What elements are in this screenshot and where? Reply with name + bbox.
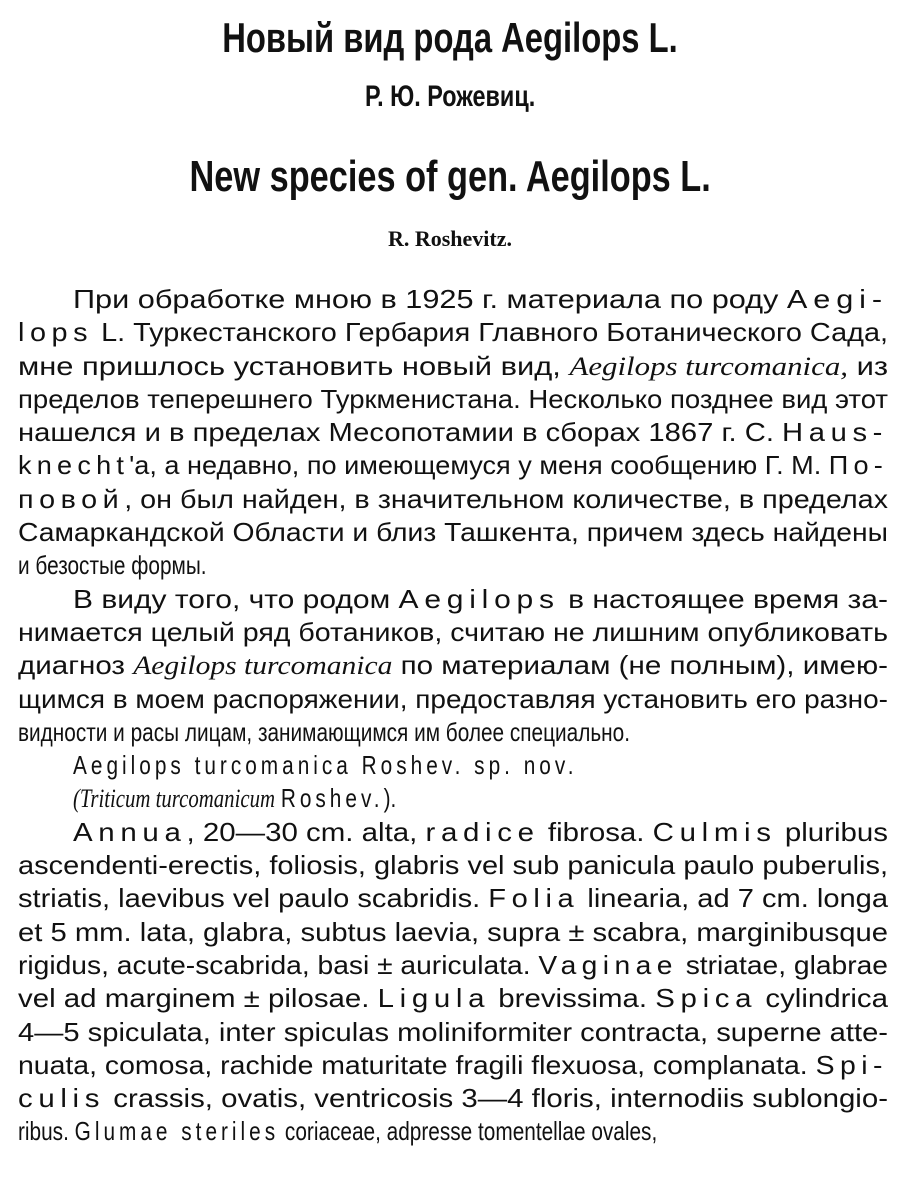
text-line-content (18, 616, 888, 649)
text-line (18, 616, 888, 649)
text-line-content (73, 782, 396, 815)
text-line (18, 716, 888, 749)
text-line-content (18, 949, 888, 982)
text-segment: striatis, laevibus vel paulo scabridis. (18, 883, 489, 914)
title-english (0, 152, 900, 202)
author-russian-text: Р. Ю. Рожевиц. (364, 80, 536, 113)
spaced-text: Spi- (815, 1049, 888, 1080)
text-line-content (18, 383, 888, 416)
text-segment: fibrosa. (539, 816, 653, 847)
text-line-content (18, 1115, 657, 1148)
text-line (18, 1016, 888, 1049)
text-segment: из (847, 350, 888, 381)
text-line (18, 316, 888, 349)
text-segment: нашелся и в пределах Месопотамии в сборах 1867 г. С. (18, 417, 783, 448)
article-body (18, 283, 888, 1149)
text-line (18, 350, 888, 383)
spaced-text: повой (18, 483, 125, 514)
text-segment: striatae, glabrae (677, 949, 888, 980)
text-line (18, 483, 888, 516)
text-segment: в настоящее время за- (559, 583, 888, 614)
text-segment: linearia, ad 7 cm. longa (579, 883, 888, 914)
paragraph (18, 283, 888, 583)
text-segment: nuata, comosa, rachide maturitate fragili flexuosa, complanata. (18, 1049, 816, 1080)
text-line (18, 649, 888, 682)
author-russian (0, 80, 900, 114)
italic-text: Aegilops turcomanica, (569, 351, 848, 381)
text-line (18, 283, 888, 316)
text-segment: 4—5 spiculata, inter spiculas moliniformiter contracta, superne atte- (18, 1016, 888, 1047)
text-line (18, 449, 888, 482)
text-line (18, 583, 888, 616)
text-line-content (18, 1082, 888, 1115)
text-line (18, 383, 888, 416)
text-line (18, 549, 888, 582)
text-segment: crassis, ovatis, ventricosis 3—4 floris, internodiis sublongio- (105, 1083, 888, 1114)
text-segment: нимается целый ряд ботаников, считаю не лишним опубликовать (18, 616, 888, 647)
text-segment: coriaceae, adpresse tomentellae ovales, (279, 1116, 658, 1147)
text-line-content (18, 849, 888, 882)
text-line-content (18, 716, 630, 749)
text-segment: пределов теперешнего Туркменистана. Несколько позднее вид этот (18, 383, 888, 414)
text-line (18, 416, 888, 449)
text-segment: видности и расы лицам, занимающимся им более специально. (18, 716, 631, 747)
text-segment: pluribus (776, 816, 888, 847)
text-segment: Самаркандской Области и близ Ташкента, причем здесь найдены (18, 517, 888, 548)
paragraph (18, 782, 888, 815)
text-segment: ). (383, 783, 397, 814)
text-line-content (18, 1049, 888, 1082)
spaced-text: Vaginae (538, 949, 678, 980)
text-line-content (18, 483, 888, 516)
text-line (18, 516, 888, 549)
text-line (18, 849, 888, 882)
spaced-text: culis (18, 1083, 106, 1114)
text-segment: щимся в моем распоряжении, предоставляя установить его разно- (18, 683, 888, 714)
spaced-text: По- (828, 450, 888, 481)
text-segment: мне пришлось установить новый вид, (18, 350, 570, 381)
text-segment: vel ad marginem ± pilosae. (18, 983, 378, 1014)
text-line-content (18, 882, 888, 915)
paragraph (18, 749, 888, 782)
spaced-text: Roshev. (280, 783, 384, 814)
italic-text: Aegilops turcomanica (133, 651, 393, 681)
text-segment: L. Туркестанского Гербария Главного Ботанического Сада, (93, 317, 888, 348)
text-line-content (73, 816, 888, 849)
text-segment: 'а, а недавно, по имеющемуся у меня сообщению Г. М. (129, 450, 829, 481)
spaced-text: Aegilops (398, 583, 560, 614)
text-segment: , он был найден, в значительном количестве, в пределах (124, 483, 888, 514)
text-segment: по материалам (не полным), имею- (392, 650, 888, 681)
paragraph (18, 816, 888, 1149)
text-segment: В виду того, что родом (73, 583, 399, 614)
title-russian-text: Новый вид рода Aegilops L. (222, 14, 678, 61)
text-line (18, 683, 888, 716)
author-english-text: R. Roshevitz. (387, 226, 513, 251)
text-segment: , 20—30 cm. alta, (186, 816, 426, 847)
spaced-text: Spica (655, 983, 758, 1014)
spaced-text: lops (18, 317, 94, 348)
title-english-text: New species of gen. Aegilops L. (189, 152, 711, 201)
text-line-content (18, 982, 888, 1015)
text-segment: brevissima. (490, 983, 656, 1014)
text-line-content (18, 1016, 888, 1049)
text-line (18, 1115, 888, 1148)
spaced-text: Haus- (782, 417, 888, 448)
text-line-content (18, 350, 888, 383)
text-line (18, 1082, 888, 1115)
spaced-text: knecht (18, 450, 130, 481)
text-line-content (18, 549, 207, 582)
text-line (18, 982, 888, 1015)
text-line-content (73, 583, 888, 616)
text-line-content (73, 749, 577, 782)
text-line (18, 816, 888, 849)
text-segment: et 5 mm. lata, glabra, subtus laevia, supra ± scabra, marginibusque (18, 916, 889, 947)
title-russian (0, 14, 900, 62)
text-line (18, 882, 888, 915)
text-segment: ribus. (18, 1116, 75, 1147)
text-line-content (18, 416, 888, 449)
spaced-text: Aegi- (786, 284, 888, 314)
spaced-text: Ligula (377, 983, 491, 1014)
text-segment: и безостые формы. (18, 550, 207, 581)
text-line-content (18, 683, 888, 716)
text-segment: При обработке мною в 1925 г. материала по роду (73, 284, 787, 314)
spaced-text: radice (425, 816, 540, 847)
author-english (0, 226, 900, 252)
text-line (18, 1049, 888, 1082)
italic-text: (Triticum turcomanicum (73, 784, 276, 814)
text-line-content (18, 649, 888, 682)
spaced-text: Aegilops turcomanica Roshev. sp. nov. (73, 750, 578, 781)
text-line (18, 749, 888, 782)
text-line-content (18, 516, 888, 549)
text-segment: диагноз (18, 650, 134, 681)
spaced-text: Folia (488, 883, 580, 914)
text-line (18, 916, 888, 949)
text-line-content (18, 316, 888, 349)
text-segment: cylindrica (757, 983, 888, 1014)
paragraph (18, 583, 888, 749)
text-line-content (18, 916, 888, 949)
spaced-text: Annua (73, 816, 187, 847)
text-line-content (73, 283, 888, 316)
text-line (18, 782, 888, 815)
text-line-content (18, 449, 888, 482)
text-segment: rigidus, acute-scabrida, basi ± auriculata. (18, 949, 539, 980)
text-segment: ascendenti-erectis, foliosis, glabris vel sub panicula paulo puberulis, (18, 850, 888, 881)
text-line (18, 949, 888, 982)
spaced-text: Culmis (652, 816, 777, 847)
spaced-text: Glumae steriles (74, 1116, 280, 1147)
